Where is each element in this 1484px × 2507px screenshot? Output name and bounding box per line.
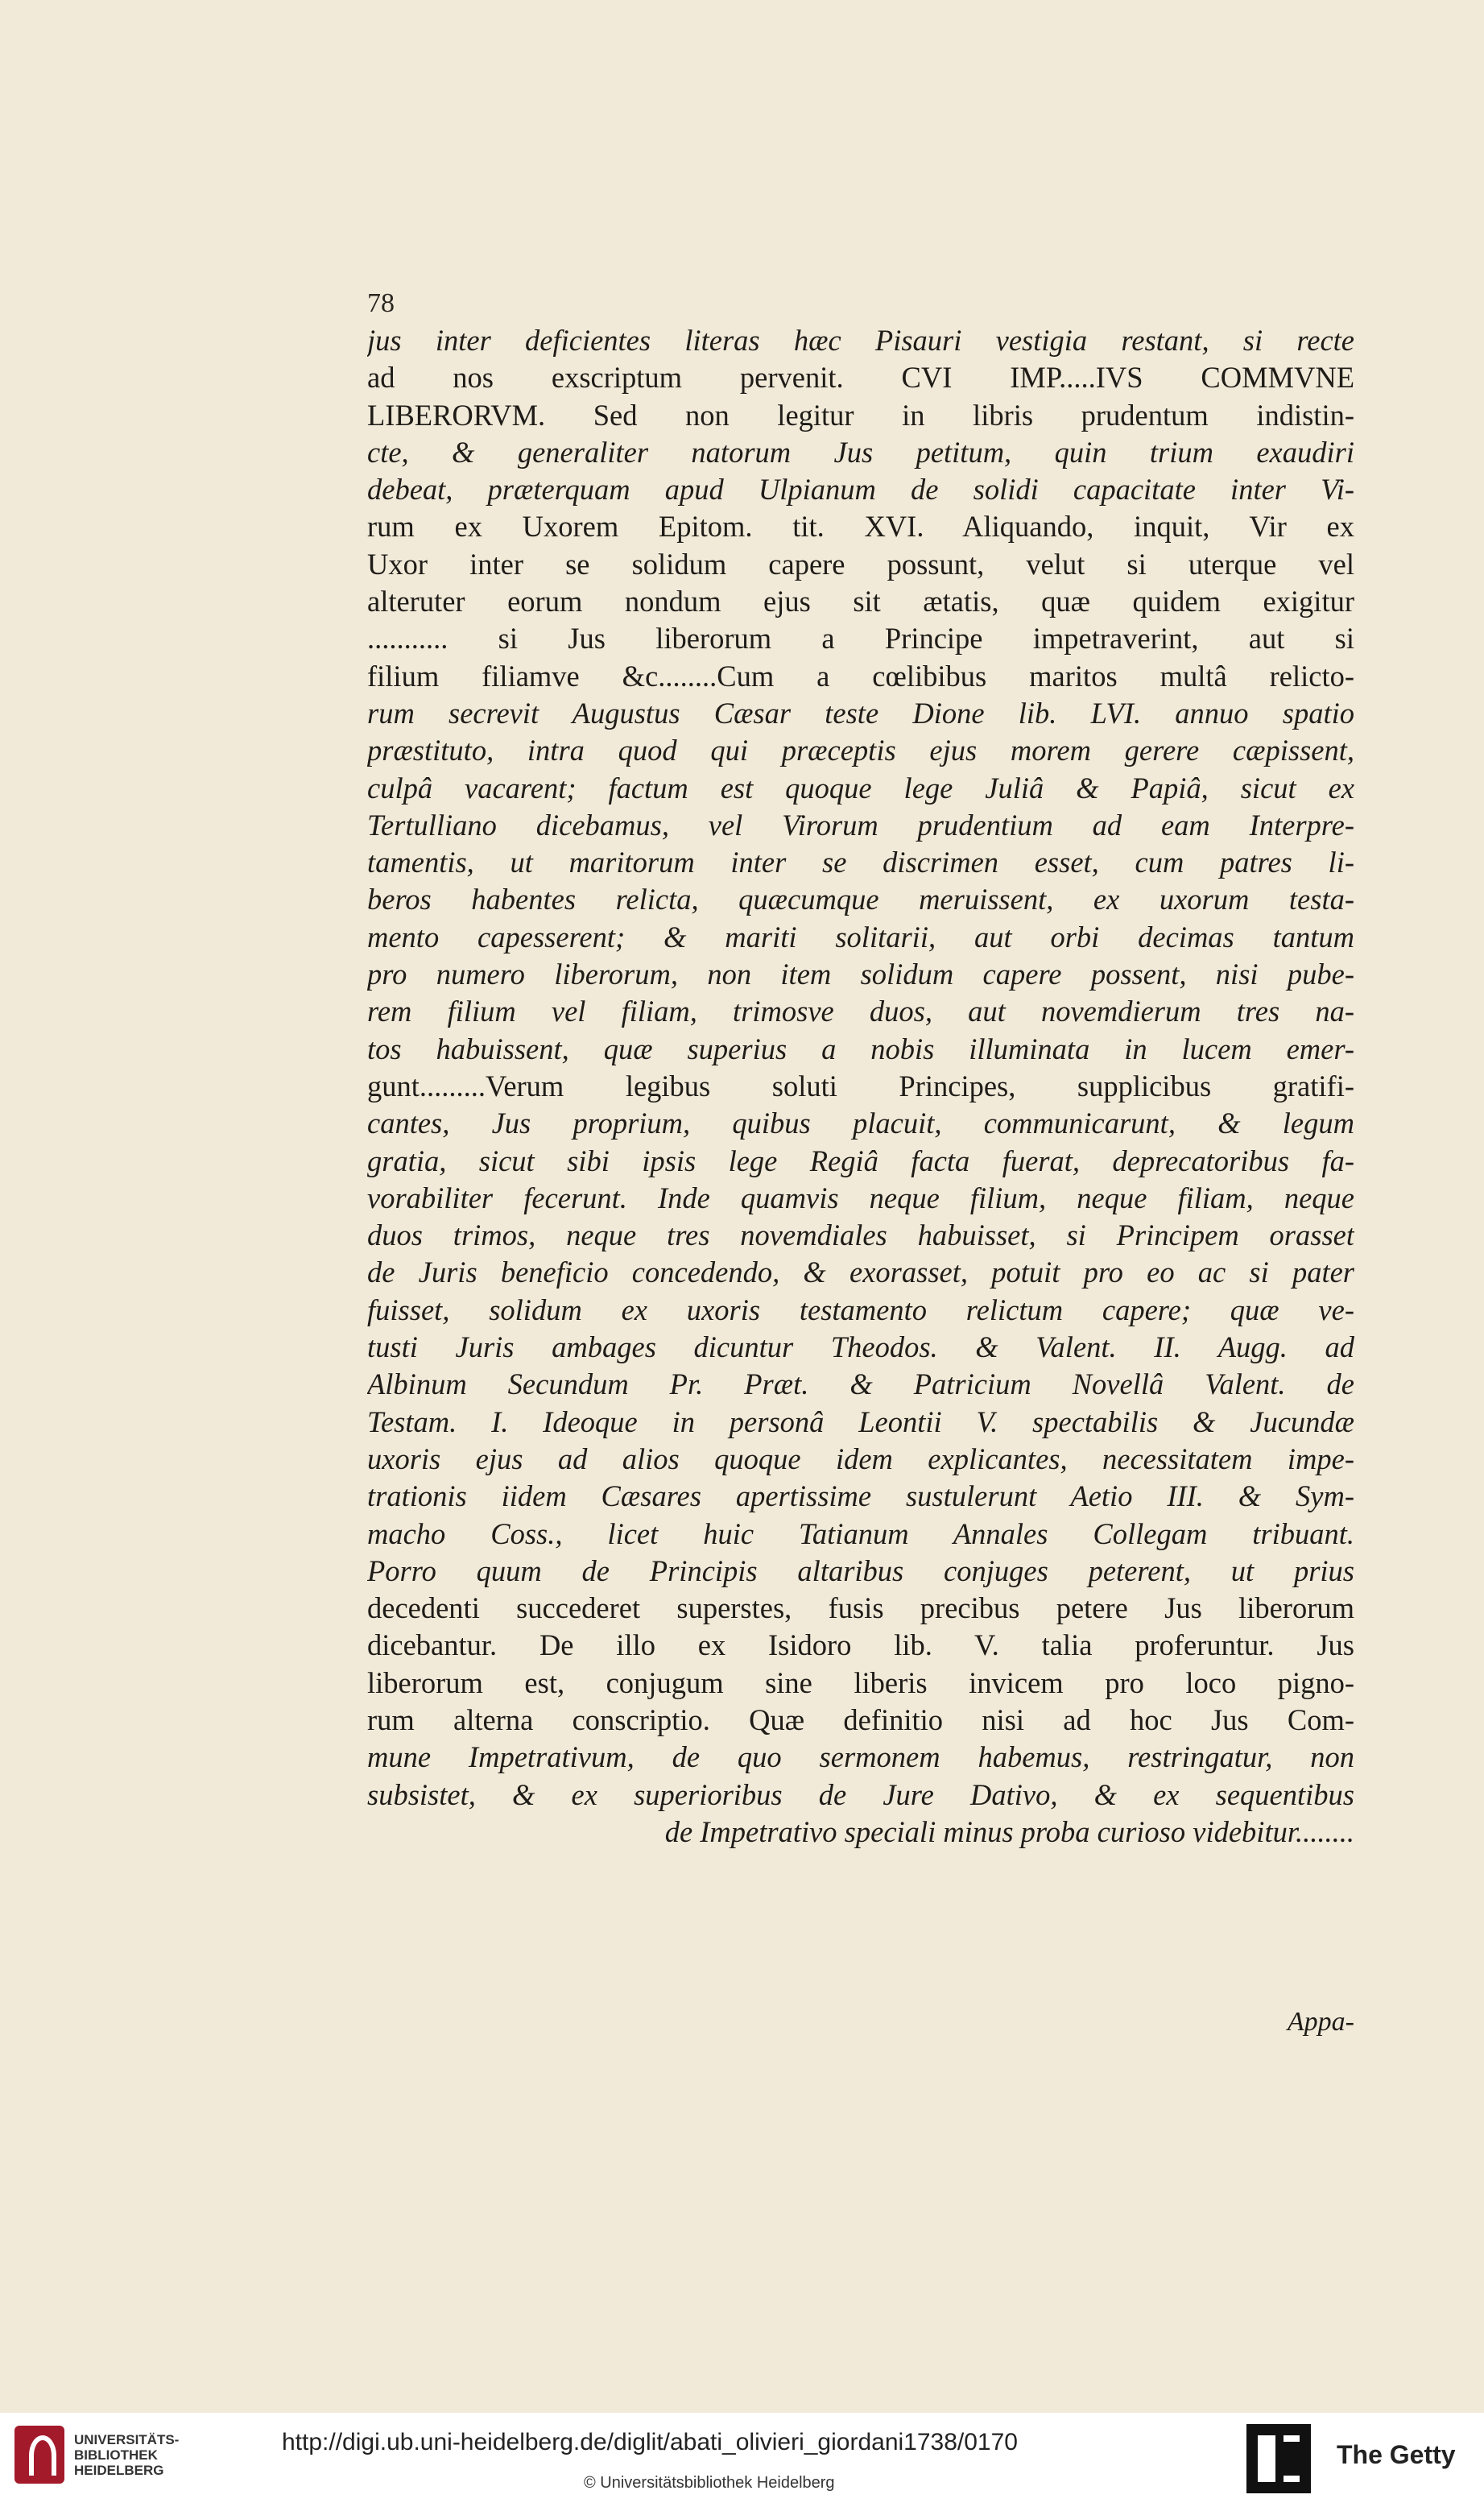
text-line: de Impetrativo speciali minus proba curioso videbitur........ [664, 1814, 1354, 1848]
text-line: subsistet, & ex superioribus de Jure Dativo, & ex sequentibus [367, 1777, 1354, 1811]
text-line: Albinum Secundum Pr. Præt. & Patricium Novellâ Valent. de [367, 1367, 1354, 1401]
catchword: Appa- [1287, 2007, 1354, 2037]
text-line: Tertulliano dicebamus, vel Virorum prudentium ad eam Interpre- [367, 808, 1354, 842]
text-line: cte, & generaliter natorum Jus petitum, quin trium exaudiri [367, 435, 1354, 469]
library-name: UNIVERSITÄTS- BIBLIOTHEK HEIDELBERG [74, 2431, 180, 2478]
text-line: mune Impetrativum, de quo sermonem habemus, restringatur, non [367, 1740, 1354, 1774]
text-line: beros habentes relicta, quæcumque meruissent, ex uxorum testa- [367, 883, 1354, 916]
text-line: macho Coss., licet huic Tatianum Annales Collegam tribuant. [367, 1516, 1354, 1550]
text-line: cantes, Jus proprium, quibus placuit, communicarunt, & legum [367, 1107, 1354, 1140]
page-number: 78 [367, 288, 395, 318]
text-line: decedenti succederet superstes, fusis precibus petere Jus liberorum [367, 1591, 1354, 1625]
text-line: rum ex Uxorem Epitom. tit. XVI. Aliquando, inquit, Vir ex [367, 510, 1354, 544]
text-line: Testam. I. Ideoque in personâ Leontii V. spectabilis & Jucundæ [367, 1404, 1354, 1438]
text-line: rem filium vel filiam, trimosve duos, aut novemdierum tres na- [367, 995, 1354, 1028]
text-line: præstituto, intra quod qui præceptis ejus morem gerere cæpissent, [367, 734, 1354, 767]
text-line: alteruter eorum nondum ejus sit ætatis, quæ quidem exigitur [367, 585, 1354, 618]
text-line: vorabiliter fecerunt. Inde quamvis neque filium, neque filiam, neque [367, 1181, 1354, 1214]
text-line: ad nos exscriptum pervenit. CVI IMP.....IVS COMMVNE [367, 361, 1354, 395]
text-line: pro numero liberorum, non item solidum capere possent, nisi pube- [367, 958, 1354, 991]
text-line: tusti Juris ambages dicuntur Theodos. & Valent. II. Augg. ad [367, 1330, 1354, 1364]
text-line: Porro quum de Principis altaribus conjuges peterent, ut prius [367, 1553, 1354, 1587]
text-line: mento capesserent; & mariti solitarii, aut orbi decimas tantum [367, 920, 1354, 954]
text-line: dicebantur. De illo ex Isidoro lib. V. talia proferuntur. Jus [367, 1628, 1354, 1662]
text-line: Uxor inter se solidum capere possunt, velut si uterque vel [367, 547, 1354, 581]
text-line: trationis iidem Cæsares apertissime sustulerunt Aetio III. & Sym- [367, 1479, 1354, 1513]
text-line: culpâ vacarent; factum est quoque lege Juliâ & Papiâ, sicut ex [367, 771, 1354, 805]
text-line: gratia, sicut sibi ipsis lege Regiâ facta fuerat, deprecatoribus fa- [367, 1144, 1354, 1177]
text-line: liberorum est, conjugum sine liberis invicem pro loco pigno- [367, 1665, 1354, 1699]
text-line: jus inter deficientes literas hæc Pisauri vestigia restant, si recte [367, 324, 1354, 357]
getty-logo-icon[interactable] [1246, 2424, 1311, 2493]
text-line: duos trimos, neque tres novemdiales habuisset, si Principem orasset [367, 1218, 1354, 1252]
text-line: LIBERORVM. Sed non legitur in libris prudentum indistin- [367, 398, 1354, 432]
text-line: uxoris ejus ad alios quoque idem explicantes, necessitatem impe- [367, 1442, 1354, 1475]
text-line: rum secrevit Augustus Cæsar teste Dione lib. LVI. annuo spatio [367, 696, 1354, 730]
text-line: fuisset, solidum ex uxoris testamento relictum capere; quæ ve- [367, 1293, 1354, 1326]
text-line: de Juris beneficio concedendo, & exorasset, potuit pro eo ac si pater [367, 1256, 1354, 1289]
body-text [367, 322, 1354, 1851]
text-line: tos habuissent, quæ superius a nobis illuminata in lucem emer- [367, 1032, 1354, 1065]
text-line: ........... si Jus liberorum a Principe impetraverint, aut si [367, 622, 1354, 656]
partner-name: The Getty [1337, 2440, 1456, 2469]
university-library-logo-icon [14, 2426, 64, 2484]
text-line: debeat, præterquam apud Ulpianum de solidi capacitate inter Vi- [367, 473, 1354, 507]
text-line: rum alterna conscriptio. Quæ definitio nisi ad hoc Jus Com- [367, 1702, 1354, 1736]
viewer-footer [0, 2413, 1484, 2507]
text-line: gunt.........Verum legibus soluti Principes, supplicibus gratifi- [367, 1069, 1354, 1103]
text-line: tamentis, ut maritorum inter se discrimen esset, cum patres li- [367, 846, 1354, 879]
permalink-url[interactable]: http://digi.ub.uni-heidelberg.de/diglit/abati_olivieri_giordani1738/0170 [282, 2429, 1018, 2455]
text-line: filium filiamve &c........Cum a cœlibibus maritos multâ relicto- [367, 659, 1354, 693]
copyright-notice: © Universitätsbibliothek Heidelberg [584, 2474, 835, 2492]
heidelberg-library-logo[interactable] [14, 2426, 179, 2484]
